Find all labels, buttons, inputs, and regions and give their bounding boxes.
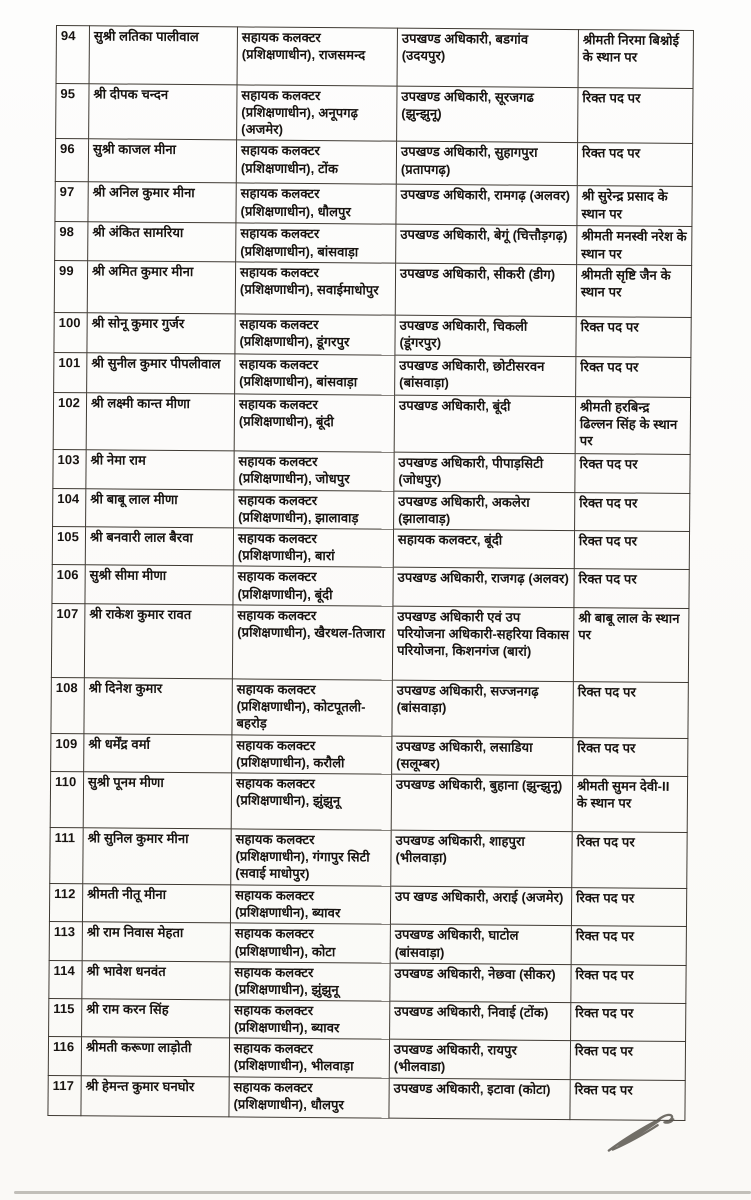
new-posting-cell: उपखण्ड अधिकारी, लसाडिया (सलूम्बर) xyxy=(392,736,573,776)
transfer-table-wrap xyxy=(47,25,693,1121)
remark-cell: रिक्त पद पर xyxy=(571,964,686,1003)
officer-row xyxy=(53,488,690,531)
current-post-cell: सहायक कलक्टर (प्रशिक्षणाधीन), ब्यावर xyxy=(230,885,390,925)
remark-cell: रिक्त पद पर xyxy=(572,832,687,889)
officer-row xyxy=(56,84,693,144)
serial-number-cell: 97 xyxy=(55,182,88,222)
current-post-cell: सहायक कलक्टर (प्रशिक्षणाधीन), झुंझुनू xyxy=(230,962,390,1002)
serial-number-cell: 107 xyxy=(51,603,85,677)
new-posting-cell: उपखण्ड अधिकारी, अकलेरा (झालावाड़) xyxy=(394,491,575,531)
new-posting-cell: उपखण्ड अधिकारी, इटावा (कोटा) xyxy=(389,1078,570,1119)
officer-row xyxy=(53,392,690,454)
officer-name-cell: श्री सुनिल कुमार मीना xyxy=(83,828,231,885)
current-post-cell: सहायक कलक्टर (प्रशिक्षणाधीन), झालावाड़ xyxy=(234,490,394,530)
new-posting-cell: उपखण्ड अधिकारी, रायपुर (भीलवाडा) xyxy=(389,1039,570,1079)
remark-cell: रिक्त पद पर xyxy=(573,737,688,776)
officer-name-cell: श्री दिनेश कुमार xyxy=(84,677,232,734)
new-posting-cell: उपखण्ड अधिकारी, बडगांव (उदयपुर) xyxy=(397,28,578,87)
new-posting-cell: उपखण्ड अधिकारी, चिकली (डूंगरपुर) xyxy=(395,315,576,356)
remark-cell: रिक्त पद पर xyxy=(575,453,690,493)
officer-row xyxy=(52,565,689,608)
remark-cell: रिक्त पद पर xyxy=(573,681,688,738)
new-posting-cell: उपखण्ड अधिकारी, सज्जनगढ़ (बांसवाड़ा) xyxy=(392,680,573,737)
officer-name-cell: सुश्री काजल मीना xyxy=(88,139,236,183)
current-post-cell: सहायक कलक्टर (प्रशिक्षणाधीन), खैरथल-तिजारा xyxy=(232,605,393,680)
officer-name-cell: सुश्री सीमा मीणा xyxy=(85,565,233,604)
officer-row xyxy=(50,772,687,833)
serial-number-cell: 100 xyxy=(54,312,87,352)
new-posting-cell: उपखण्ड अधिकारी, राजगढ़ (अलवर) xyxy=(393,568,574,608)
officer-name-cell: श्री बाबू लाल मीणा xyxy=(86,489,234,528)
current-post-cell: सहायक कलक्टर (प्रशिक्षणाधीन), भीलवाड़ा xyxy=(229,1038,389,1078)
current-post-cell: सहायक कलक्टर (प्रशिक्षणाधीन), अनूपगढ़ (अजमेर) xyxy=(237,85,397,142)
serial-number-cell: 95 xyxy=(56,84,89,140)
serial-number-cell: 101 xyxy=(54,352,87,392)
current-post-cell: सहायक कलक्टर (प्रशिक्षणाधीन), बारां xyxy=(233,528,393,568)
officer-row xyxy=(51,603,689,682)
new-posting-cell: उपखण्ड अधिकारी, बेगूं (चित्तौड़गढ़) xyxy=(396,225,577,265)
current-post-cell: सहायक कलक्टर (प्रशिक्षणाधीन), राजसमन्द xyxy=(237,27,397,86)
current-post-cell: सहायक कलक्टर (प्रशिक्षणाधीन), सवाईमाधोपुर xyxy=(235,262,395,315)
remark-cell: रिक्त पद पर xyxy=(570,1079,685,1120)
new-posting-cell: उपखण्ड अधिकारी, शाहपुरा (भीलवाड़ा) xyxy=(391,830,572,887)
remark-cell: रिक्त पद पर xyxy=(571,888,686,927)
officer-row xyxy=(54,312,691,357)
serial-number-cell: 114 xyxy=(49,960,82,999)
new-posting-cell: उपखण्ड अधिकारी, सुहागपुरा (प्रतापगढ़) xyxy=(396,142,577,186)
current-post-cell: सहायक कलक्टर (प्रशिक्षणाधीन), बांसवाड़ा xyxy=(236,223,396,263)
serial-number-cell: 108 xyxy=(51,677,84,733)
officer-row xyxy=(49,922,686,965)
serial-number-cell: 110 xyxy=(50,772,83,828)
remark-cell: श्रीमती हरबिन्द्र ढिल्लन सिंह के स्थान पर xyxy=(575,396,690,454)
officer-name-cell: श्री राकेश कुमार रावत xyxy=(84,603,233,678)
remark-cell: रिक्त पद पर xyxy=(577,143,692,187)
new-posting-cell: उपखण्ड अधिकारी, छोटीसरवन (बांसवाड़ा) xyxy=(395,355,576,396)
officer-name-cell: श्री भावेश धनवंत xyxy=(82,960,230,999)
transfer-order-table xyxy=(47,25,694,1121)
officer-name-cell: श्री नेमा राम xyxy=(86,450,234,490)
remark-cell: श्री सुरेन्द्र प्रसाद के स्थान पर xyxy=(577,186,692,227)
new-posting-cell: उपखण्ड अधिकारी, बूंदी xyxy=(394,395,575,453)
remark-cell: श्रीमती मनस्वी नरेश के स्थान पर xyxy=(577,226,692,265)
new-posting-cell: सहायक कलक्टर, बूंदी xyxy=(393,529,574,569)
serial-number-cell: 104 xyxy=(53,488,86,527)
current-post-cell: सहायक कलक्टर (प्रशिक्षणाधीन), बूंदी xyxy=(233,566,393,606)
officer-row xyxy=(55,182,692,227)
remark-cell: श्रीमती निरमा बिश्नोई के स्थान पर xyxy=(578,30,693,89)
remark-cell: श्री बाबू लाल के स्थान पर xyxy=(573,607,689,682)
remark-cell: रिक्त पद पर xyxy=(578,88,693,144)
current-post-cell: सहायक कलक्टर (प्रशिक्षणाधीन), करौली xyxy=(232,735,392,775)
officer-name-cell: श्री सोनू कुमार गुर्जर xyxy=(87,313,235,354)
officer-name-cell: सुश्री लतिका पालीवाल xyxy=(89,26,237,85)
new-posting-cell: उपखण्ड अधिकारी, बुहाना (झुन्झुनू) xyxy=(391,774,572,831)
officer-name-cell: श्री राम करन सिंह xyxy=(82,999,230,1038)
officer-row xyxy=(48,1037,685,1080)
officer-row xyxy=(52,527,689,570)
officer-row xyxy=(48,1075,685,1120)
current-post-cell: सहायक कलक्टर (प्रशिक्षणाधीन), कोटपूतली-बहरोड़ xyxy=(232,679,392,736)
officer-name-cell: सुश्री पूनम मीणा xyxy=(83,772,231,829)
current-post-cell: सहायक कलक्टर (प्रशिक्षणाधीन), टोंक xyxy=(236,140,396,184)
officer-row xyxy=(51,677,688,738)
officer-name-cell: श्रीमती करूणा लाड़ोती xyxy=(81,1037,229,1076)
officer-name-cell: श्री राम निवास मेहता xyxy=(82,922,230,961)
signature-scribble xyxy=(603,1106,681,1158)
officer-table-body xyxy=(48,26,694,1121)
new-posting-cell: उप खण्ड अधिकारी, अराई (अजमेर) xyxy=(390,886,571,926)
current-post-cell: सहायक कलक्टर (प्रशिक्षणाधीन), धौलपुर xyxy=(229,1076,389,1117)
serial-number-cell: 94 xyxy=(56,26,89,84)
officer-row xyxy=(49,998,686,1041)
officer-row xyxy=(51,733,688,776)
new-posting-cell: उपखण्ड अधिकारी, सूरजगढ (झुन्झुनू) xyxy=(397,86,578,143)
officer-row xyxy=(53,449,690,493)
new-posting-cell: उपखण्ड अधिकारी, रामगढ़ (अलवर) xyxy=(396,185,577,226)
new-posting-cell: उपखण्ड अधिकारी एवं उप परियोजना अधिकारी-सहरिया विकास परियोजना, किशनगंज (बारां) xyxy=(392,606,574,681)
current-post-cell: सहायक कलक्टर (प्रशिक्षणाधीन), जोधपुर xyxy=(234,451,394,491)
officer-name-cell: श्री सुनील कुमार पीपलीवाल xyxy=(87,353,235,394)
current-post-cell: सहायक कलक्टर (प्रशिक्षणाधीन), झुंझुनू xyxy=(231,773,391,830)
serial-number-cell: 113 xyxy=(49,922,82,961)
remark-cell: रिक्त पद पर xyxy=(575,492,690,531)
serial-number-cell: 102 xyxy=(53,392,86,449)
new-posting-cell: उपखण्ड अधिकारी, घाटोल (बांसवाड़ा) xyxy=(390,924,571,964)
serial-number-cell: 96 xyxy=(55,139,88,182)
serial-number-cell: 116 xyxy=(48,1037,81,1076)
officer-name-cell: श्री अनिल कुमार मीना xyxy=(88,182,236,223)
officer-name-cell: श्री अंकित सामरिया xyxy=(88,222,236,261)
remark-cell: रिक्त पद पर xyxy=(576,356,691,397)
remark-cell: रिक्त पद पर xyxy=(576,316,691,357)
new-posting-cell: उपखण्ड अधिकारी, सीकरी (डीग) xyxy=(395,263,576,316)
officer-row xyxy=(49,960,686,1003)
serial-number-cell: 112 xyxy=(49,884,82,923)
serial-number-cell: 106 xyxy=(52,565,85,604)
current-post-cell: सहायक कलक्टर (प्रशिक्षणाधीन), डूंगरपुर xyxy=(235,314,395,355)
current-post-cell: सहायक कलक्टर (प्रशिक्षणाधीन), ब्यावर xyxy=(230,1000,390,1040)
serial-number-cell: 111 xyxy=(50,828,83,884)
remark-cell: श्रीमती सृष्टि जैन के स्थान पर xyxy=(576,264,691,317)
current-post-cell: सहायक कलक्टर (प्रशिक्षणाधीन), बूंदी xyxy=(234,394,394,452)
officer-name-cell: श्रीमती नीतू मीना xyxy=(82,884,230,923)
current-post-cell: सहायक कलक्टर (प्रशिक्षणाधीन), धौलपुर xyxy=(236,183,396,224)
remark-cell: रिक्त पद पर xyxy=(574,531,689,570)
current-post-cell: सहायक कलक्टर (प्रशिक्षणाधीन), कोटा xyxy=(230,923,390,963)
officer-name-cell: श्री लक्ष्मी कान्त मीणा xyxy=(86,393,234,451)
remark-cell: श्रीमती सुमन देवी-II के स्थान पर xyxy=(572,776,687,833)
officer-name-cell: श्री बनवारी लाल बैरवा xyxy=(85,527,233,566)
new-posting-cell: उपखण्ड अधिकारी, नेछवा (सीकर) xyxy=(390,963,571,1003)
officer-row xyxy=(55,222,692,265)
current-post-cell: सहायक कलक्टर (प्रशिक्षणाधीन), गंगापुर सिटी (सवाई माधोपुर) xyxy=(231,829,391,886)
officer-row xyxy=(54,352,691,397)
current-post-cell: सहायक कलक्टर (प्रशिक्षणाधीन), बांसवाड़ा xyxy=(235,354,395,395)
officer-name-cell: श्री हेमन्त कुमार घनघोर xyxy=(81,1075,229,1116)
serial-number-cell: 115 xyxy=(49,998,82,1037)
serial-number-cell: 98 xyxy=(55,222,88,261)
serial-number-cell: 109 xyxy=(51,733,84,772)
remark-cell: रिक्त पद पर xyxy=(571,926,686,965)
serial-number-cell: 99 xyxy=(54,260,87,312)
officer-name-cell: श्री धर्मेंद्र वर्मा xyxy=(84,733,232,772)
remark-cell: रिक्त पद पर xyxy=(570,1041,685,1080)
serial-number-cell: 103 xyxy=(53,449,86,488)
new-posting-cell: उपखण्ड अधिकारी, पीपाड़सिटी (जोधपुर) xyxy=(394,452,575,492)
remark-cell: रिक्त पद पर xyxy=(571,1003,686,1042)
officer-row xyxy=(56,26,693,89)
officer-row xyxy=(54,260,691,317)
new-posting-cell: उपखण्ड अधिकारी, निवाई (टोंक) xyxy=(390,1001,571,1041)
officer-name-cell: श्री अमित कुमार मीना xyxy=(87,261,235,314)
officer-row xyxy=(49,884,686,927)
officer-row xyxy=(55,139,692,187)
officer-row xyxy=(50,828,687,889)
serial-number-cell: 105 xyxy=(52,527,85,566)
officer-name-cell: श्री दीपक चन्दन xyxy=(89,84,237,141)
page-bottom-edge-line xyxy=(14,1191,751,1194)
remark-cell: रिक्त पद पर xyxy=(574,569,689,608)
serial-number-cell: 117 xyxy=(48,1075,81,1115)
